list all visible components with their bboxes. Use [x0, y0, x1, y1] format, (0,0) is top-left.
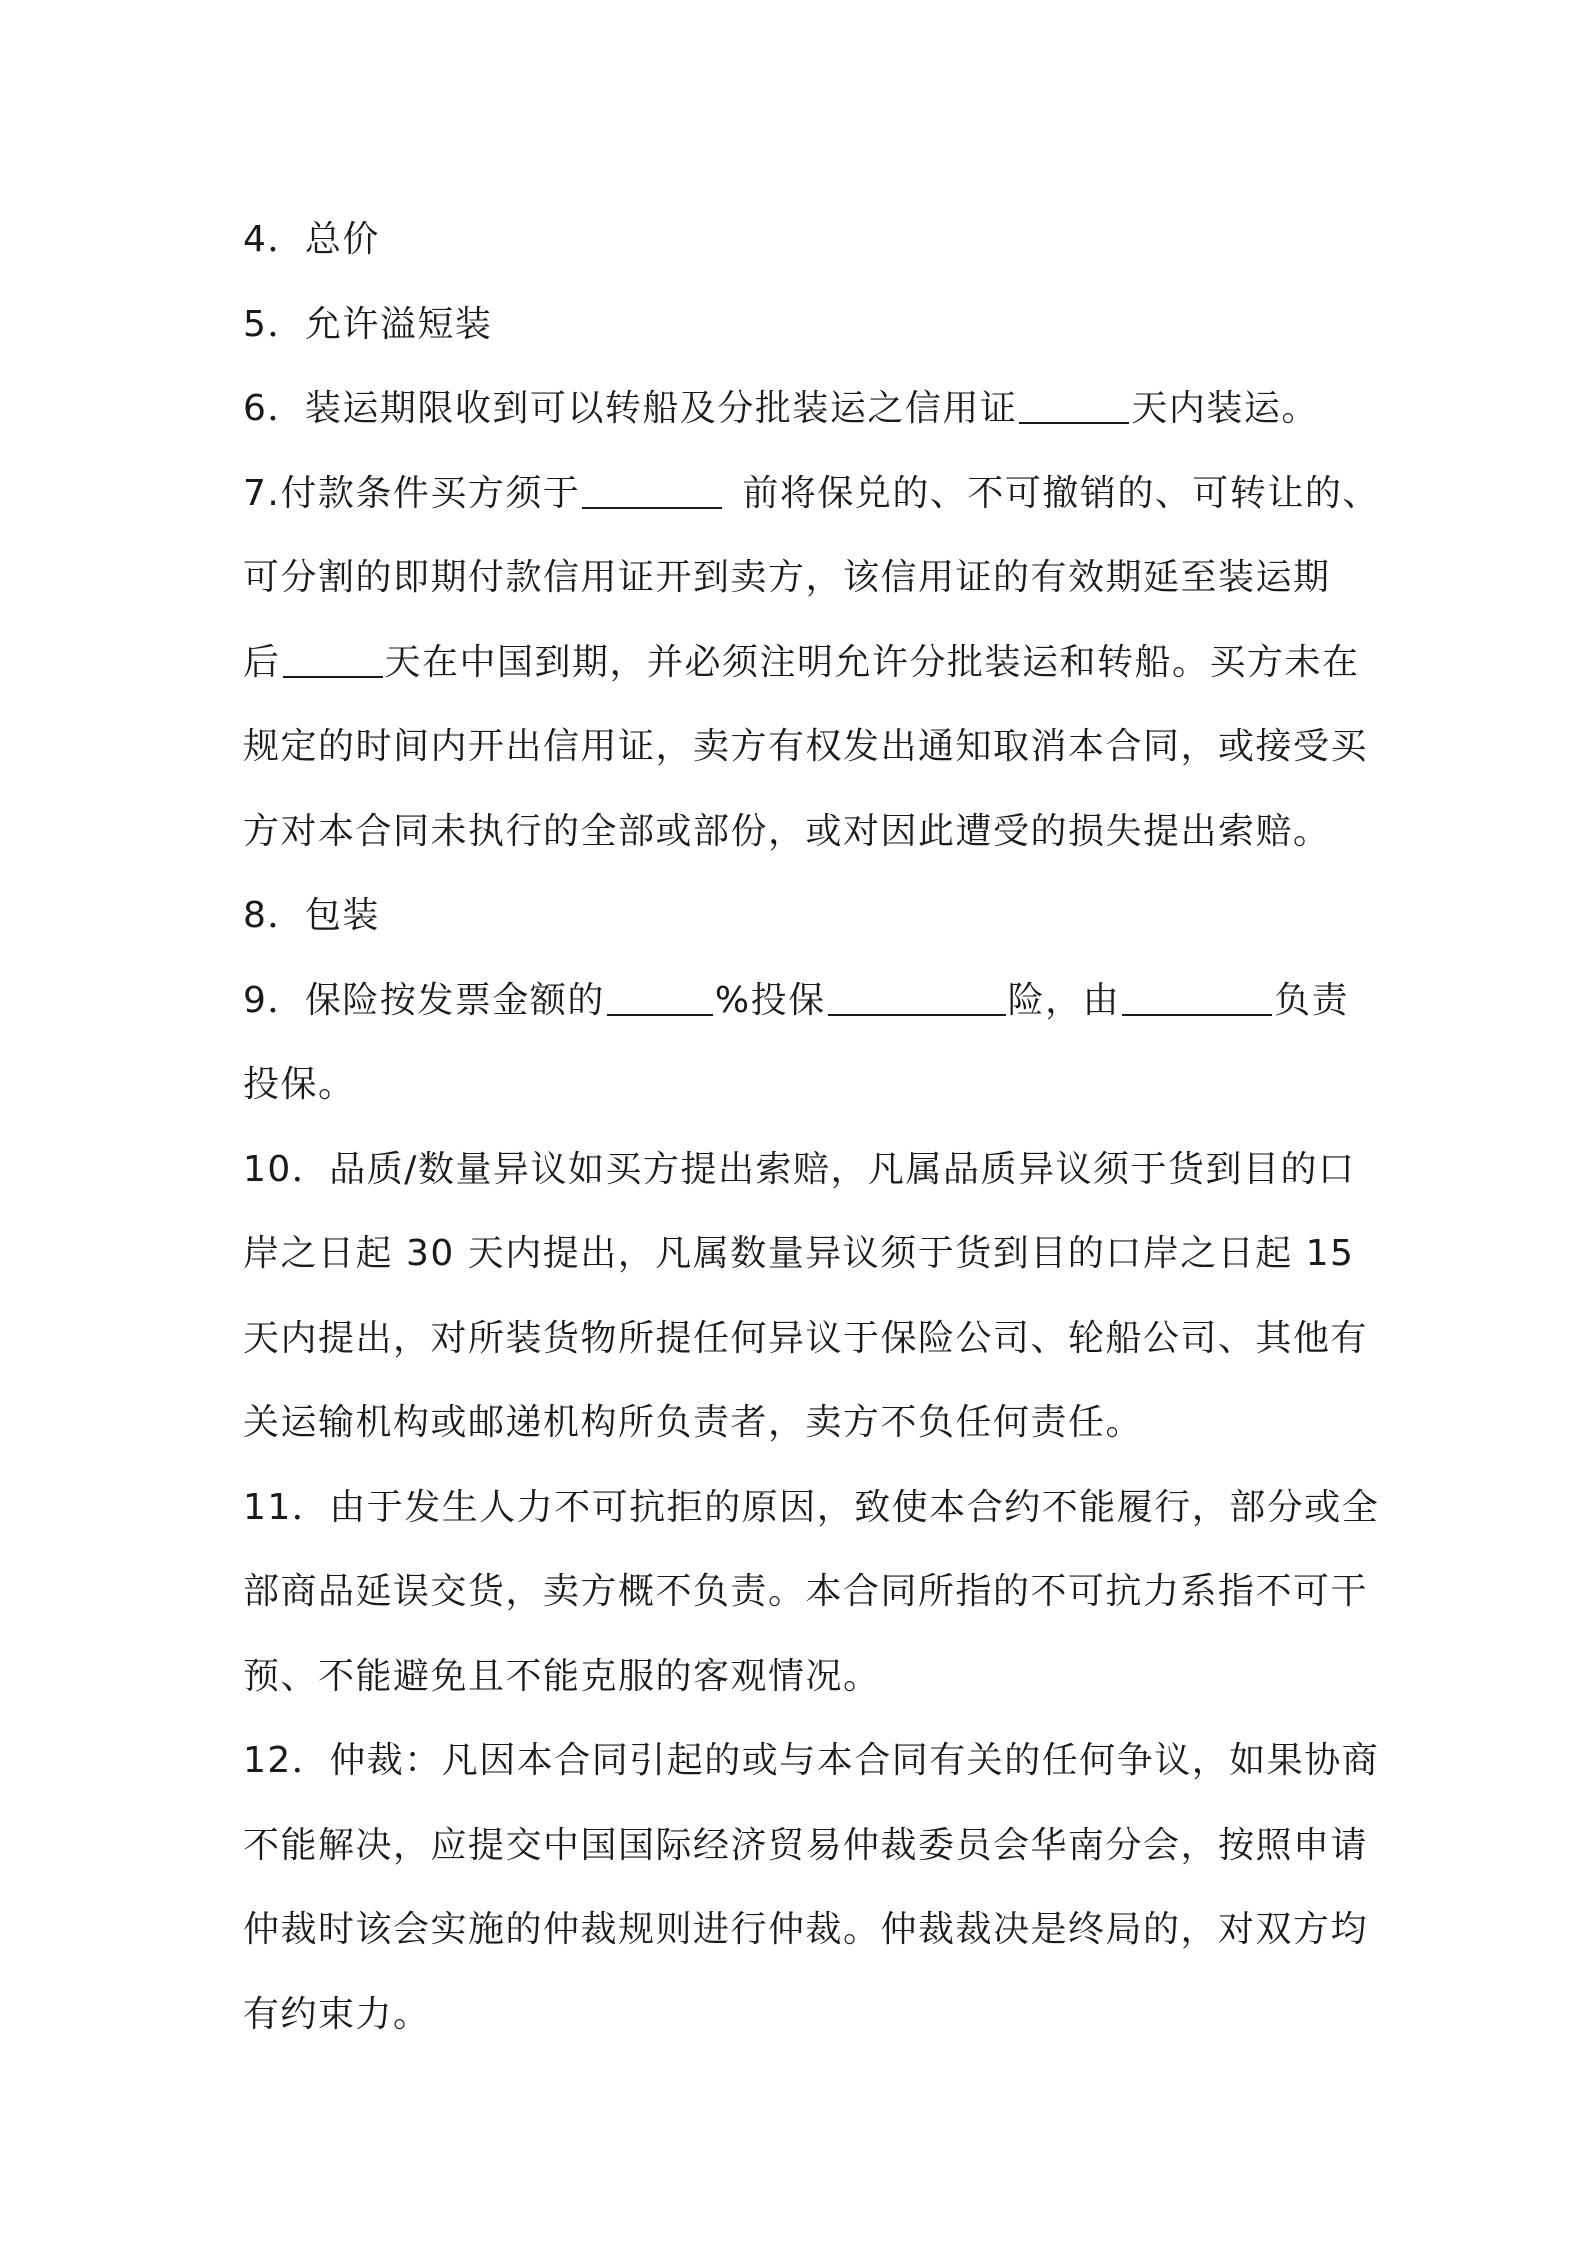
clause-7-payment-line-4: 规定的时间内开出信用证，卖方有权发出通知取消本合同，或接受买: [243, 726, 1369, 767]
blank-insurance-percent: [607, 984, 713, 1016]
clause-6-shipment: 6．装运期限收到可以转船及分批装运之信用证 天内装运。: [243, 388, 1319, 429]
clause-5-tolerance: 5．允许溢短装: [243, 303, 493, 345]
clause-8-packing: 8．包装: [243, 895, 380, 936]
clause-7-payment-line-2: 可分割的即期付款信用证开到卖方，该信用证的有效期延至装运期: [243, 557, 1331, 598]
blank-payment-date: [582, 477, 722, 509]
clause-10-quality-line-2: 岸之日起 30 天内提出，凡属数量异议须于货到目的口岸之日起 15: [243, 1233, 1355, 1274]
clause-11-force-majeure-line-3: 预、不能避免且不能克服的客观情况。: [243, 1655, 881, 1697]
clause-12-arbitration-line-1: 12．仲裁：凡因本合同引起的或与本合同有关的任何争议，如果协商: [243, 1740, 1380, 1781]
clause-9-insurance-line-1: 9．保险按发票金额的 %投保 险，由 负责: [243, 979, 1350, 1021]
contract-clauses: [243, 198, 1380, 2057]
clause-11-force-majeure-line-1: 11．由于发生人力不可抗拒的原因，致使本合约不能履行，部分或全: [243, 1486, 1380, 1528]
clause-4-total-price: 4．总价: [243, 219, 380, 260]
clause-12-arbitration-line-4: 有约束力。: [243, 1993, 431, 2035]
clause-12-arbitration-line-2: 不能解决，应提交中国国际经济贸易仲裁委员会华南分会，按照申请: [243, 1824, 1369, 1866]
clause-7-payment-line-1: 7.付款条件买方须于 前将保兑的、不可撤销的、可转让的、: [243, 472, 1380, 514]
clause-11-force-majeure-line-2: 部商品延误交货，卖方概不负责。本合同所指的不可抗力系指不可干: [243, 1571, 1369, 1612]
clause-10-quality-line-1: 10．品质/数量异议如买方提出索赔，凡属品质异议须于货到目的口: [243, 1148, 1356, 1190]
clause-12-arbitration-line-3: 仲裁时该会实施的仲裁规则进行仲裁。仲裁裁决是终局的，对双方均: [243, 1909, 1369, 1950]
clause-7-payment-line-5: 方对本合同未执行的全部或部份，或对因此遭受的损失提出索赔。: [243, 810, 1331, 852]
blank-shipment-days: [1019, 392, 1129, 424]
blank-insurance-party: [1122, 984, 1272, 1016]
clause-7-payment-line-3: 后 天在中国到期，并必须注明允许分批装运和转船。买方未在: [243, 641, 1360, 683]
clause-10-quality-line-3: 天内提出，对所装货物所提任何异议于保险公司、轮船公司、其他有: [243, 1317, 1369, 1359]
clause-10-quality-line-4: 关运输机构或邮递机构所负责者，卖方不负任何责任。: [243, 1402, 1144, 1443]
blank-insurance-risk: [828, 984, 1006, 1016]
clause-9-insurance-line-2: 投保。: [243, 1064, 356, 1105]
blank-lc-expiry-days: [283, 646, 383, 678]
